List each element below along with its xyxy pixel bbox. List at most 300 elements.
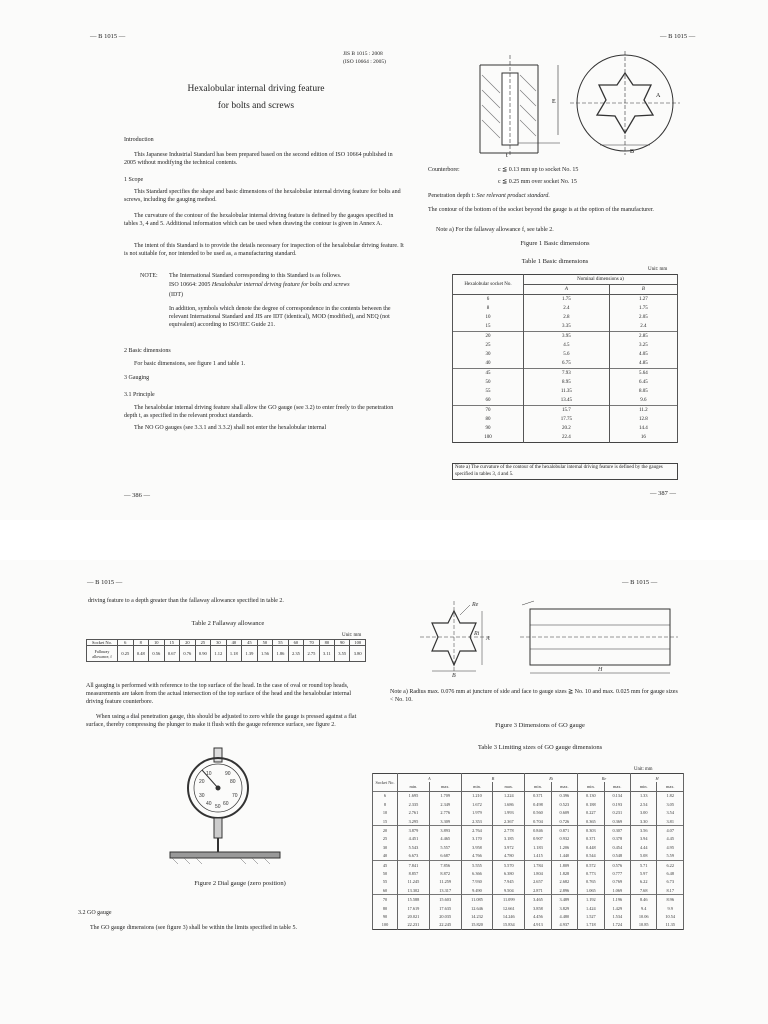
- table-cell: 6.22: [631, 878, 657, 886]
- table-cell: 8.17: [657, 886, 684, 895]
- table-cell: 7.68: [631, 886, 657, 895]
- table-3-unit: Unit: mm: [634, 767, 653, 772]
- table-1-header-nominal: Nominal dimensions a): [524, 275, 678, 285]
- table-cell: 2.764: [461, 826, 493, 835]
- table-cell: 30: [373, 843, 398, 851]
- table-cell: 4.937: [551, 921, 577, 930]
- table-cell: 1.224: [493, 791, 525, 800]
- table-cell: 0.193: [604, 800, 630, 808]
- table-cell: 0.932: [551, 835, 577, 843]
- table-cell: 8.872: [429, 869, 461, 877]
- table-subheader: max.: [604, 782, 630, 791]
- table-cell: 0.231: [604, 809, 630, 817]
- table-subheader: max.: [429, 782, 461, 791]
- table-cell: 11.35: [524, 387, 610, 396]
- table-cell: 2.682: [551, 878, 577, 886]
- table-row: [373, 843, 684, 851]
- table-cell: 0.777: [604, 869, 630, 877]
- table-cell: 4.07: [657, 826, 684, 835]
- table-cell: 100: [373, 921, 398, 930]
- table-cell: 1.192: [578, 895, 604, 904]
- table-1-unit: Unit: mm: [648, 267, 668, 272]
- table-cell: 6.380: [493, 869, 525, 877]
- table-cell: 0.396: [551, 791, 577, 800]
- table-cell: 0.871: [551, 826, 577, 835]
- table-cell: 1.82: [657, 791, 684, 800]
- dial-label: 10: [206, 771, 212, 777]
- table-cell: 22.231: [398, 921, 430, 930]
- note-text-3: (IDT): [169, 292, 183, 298]
- table-2-row-label: Socket No.: [87, 640, 118, 646]
- table-cell: 17.635: [429, 904, 461, 912]
- table-cell: 12.661: [493, 904, 525, 912]
- table-1-header-socket: Hexalobular socket No.: [453, 275, 524, 295]
- table-cell: 2.871: [525, 886, 551, 895]
- table-cell: 6.366: [461, 869, 493, 877]
- table-cell: 0.48: [133, 646, 149, 662]
- note-text-1: The International Standard corresponding to this Standard is as follows.: [169, 273, 342, 279]
- table-cell: 5.71: [631, 860, 657, 869]
- table-cell: 1.709: [429, 791, 461, 800]
- table-cell: 7.856: [429, 860, 461, 869]
- table-2-row-label: Fallaway allowance, f: [87, 646, 118, 662]
- table-cell: 15.588: [398, 895, 430, 904]
- left-page-header: — B 1015 —: [90, 33, 126, 40]
- table-cell: 1.672: [461, 800, 493, 808]
- table-cell: 2.75: [304, 646, 320, 662]
- table-cell: 90: [453, 424, 524, 433]
- table-cell: 3.879: [398, 826, 430, 835]
- table-cell: 3.170: [461, 835, 493, 843]
- table-cell: 3.30: [631, 817, 657, 826]
- gauging-paragraph-1: All gauging is performed with reference to the top surface of the head. In the case of oval or round top heads, measurements are taken from the actual intersection of the top surface of the head and the hexalobular internal driving feature counterbore.: [86, 683, 352, 705]
- page-number-right: — 387 —: [650, 490, 676, 497]
- table-cell: 4.456: [525, 912, 551, 920]
- table-row: [453, 304, 678, 313]
- table-cell: 4.480: [551, 912, 577, 920]
- table-cell: 45: [373, 860, 398, 869]
- table-row: [453, 378, 678, 387]
- table-row: [373, 860, 684, 869]
- basic-dimensions-heading: 2 Basic dimensions: [124, 348, 171, 354]
- table-cell: 1.206: [551, 843, 577, 851]
- scope-paragraph-3: The intent of this Standard is to provide the details necessary for inspection of the hexalobular driving feature. It is not suitable for, nor intended to be used as, a manufacturing standard.: [124, 243, 404, 257]
- dial-label: 90: [225, 771, 231, 777]
- table-cell: 7.930: [461, 878, 493, 886]
- table-row: [453, 433, 678, 443]
- table-cell: 0.609: [551, 809, 577, 817]
- table-cell: 0.548: [604, 852, 630, 861]
- table-cell: 3.489: [551, 895, 577, 904]
- table-cell: 7.841: [398, 860, 430, 869]
- table-cell: 22.245: [429, 921, 461, 930]
- table-cell: 100: [350, 640, 366, 646]
- table-cell: 3.858: [525, 904, 551, 912]
- table-cell: 5.543: [398, 843, 430, 851]
- figure-3-go-gauge: [400, 595, 680, 677]
- table-cell: 2.367: [493, 817, 525, 826]
- table-cell: 4.05: [609, 350, 677, 359]
- table-cell: 70: [304, 640, 320, 646]
- scope-paragraph-1: This Standard specifies the shape and basic dimensions of the hexalobular internal driving feature for bolts and screws, including the gauging method.: [124, 189, 401, 203]
- table-cell: 0.765: [578, 878, 604, 886]
- table-cell: 0.76: [180, 646, 196, 662]
- table-cell: 2.657: [525, 878, 551, 886]
- table-cell: 20.021: [398, 912, 430, 920]
- table-cell: 0.907: [525, 835, 551, 843]
- table-cell: 55: [273, 640, 289, 646]
- table-cell: 0.365: [578, 817, 604, 826]
- table-cell: 1.534: [604, 912, 630, 920]
- table-cell: 0.576: [604, 860, 630, 869]
- scope-heading: 1 Scope: [124, 177, 144, 183]
- table-cell: 15.834: [493, 921, 525, 930]
- table-cell: 10.85: [631, 921, 657, 930]
- table-cell: 5.570: [493, 860, 525, 869]
- table-cell: 30: [453, 350, 524, 359]
- note-text-4: In addition, symbols which denote the degree of correspondence in the contents between the relevant International Standard and JIS are IDT (identical), MOD (modified), and NEQ (not equivalent) according to ISO/IEC Guide 21.: [169, 306, 391, 328]
- table-cell: 13.302: [398, 886, 430, 895]
- right-page-header-2: — B 1015 —: [622, 579, 658, 586]
- table-cell: 2.896: [551, 886, 577, 895]
- table-cell: 1.718: [578, 921, 604, 930]
- table-cell: 0.371: [578, 835, 604, 843]
- table-1-note: Note a) The curvature of the contour of the hexalobular internal driving feature is defined by the gauges specified in tables 3, 4 and 5.: [452, 463, 678, 480]
- table-cell: 4.451: [398, 835, 430, 843]
- table-header-group: H: [631, 774, 684, 783]
- table-cell: 0.130: [578, 791, 604, 800]
- table-row: [453, 313, 678, 322]
- go-gauge-heading: 3.2 GO gauge: [78, 910, 112, 916]
- table-cell: 40: [226, 640, 242, 646]
- table-row: [453, 350, 678, 359]
- table-cell: 55: [453, 387, 524, 396]
- table-1-caption: Table 1 Basic dimensions: [521, 258, 589, 265]
- table-cell: 1.784: [525, 860, 551, 869]
- table-cell: 0.227: [578, 809, 604, 817]
- table-cell: 20: [453, 332, 524, 342]
- table-row: [373, 791, 684, 800]
- table-cell: 4.95: [657, 843, 684, 851]
- note-label: NOTE:: [140, 273, 158, 279]
- table-row: [373, 809, 684, 817]
- table-header-group: Re: [578, 774, 631, 783]
- table-cell: 1.75: [524, 295, 610, 305]
- table-cell: 60: [373, 886, 398, 895]
- table-cell: 0.448: [578, 843, 604, 851]
- gauging-paragraph-2: When using a dial penetration gauge, this should be adjusted to zero while the gauge is pressed against a flat surface, thereby compressing the plunger to make it flush with the gauge reference surface, see figure 2.: [86, 714, 357, 728]
- table-cell: 0.67: [164, 646, 180, 662]
- table-cell: 8.96: [657, 895, 684, 904]
- table-cell: 3.80: [350, 646, 366, 662]
- table-cell: 50: [373, 869, 398, 877]
- table-cell: 0.303: [578, 826, 604, 835]
- table-cell: 30: [211, 640, 227, 646]
- table-cell: 1.429: [604, 904, 630, 912]
- figure-1-label-b: B: [630, 149, 635, 155]
- principle-heading: 3.1 Principle: [124, 392, 155, 398]
- table-cell: 1.424: [578, 904, 604, 912]
- table-cell: 7.93: [524, 369, 610, 379]
- table-cell: 1.27: [609, 295, 677, 305]
- table-row: [453, 406, 678, 416]
- table-cell: 2.8: [524, 313, 610, 322]
- table-cell: 10: [149, 640, 165, 646]
- figure-3-label-a: A: [486, 636, 490, 642]
- table-cell: 11.099: [493, 895, 525, 904]
- table-cell: 1.56: [257, 646, 273, 662]
- table-cell: 8: [373, 800, 398, 808]
- table-subheader: max.: [657, 782, 684, 791]
- table-2-unit: Unit: mm: [342, 633, 362, 638]
- table-cell: 80: [453, 415, 524, 424]
- table-cell: 17.75: [524, 415, 610, 424]
- table-row: [453, 295, 678, 305]
- table-cell: 3.829: [551, 904, 577, 912]
- table-cell: 1.065: [578, 886, 604, 895]
- fallaway-note: Note a) For the fallaway allowance f, see table 2.: [436, 227, 554, 233]
- table-cell: 16: [609, 433, 677, 443]
- table-2-caption: Table 2 Fallaway allowance: [191, 620, 265, 627]
- dial-label: 30: [199, 793, 205, 799]
- figure-1-drawing: [470, 45, 690, 160]
- table-cell: 15.7: [524, 406, 610, 416]
- table-cell: 45: [453, 369, 524, 379]
- table-cell: 1.979: [461, 809, 493, 817]
- table-row: [453, 369, 678, 379]
- table-cell: 8.95: [524, 378, 610, 387]
- table-cell: 15.603: [429, 895, 461, 904]
- table-cell: 0.769: [604, 878, 630, 886]
- spread-gap: [0, 520, 768, 560]
- table-cell: 6: [118, 640, 134, 646]
- table-row: [373, 835, 684, 843]
- dial-label: 60: [223, 801, 229, 807]
- table-cell: 20: [373, 826, 398, 835]
- table-subheader: max.: [551, 782, 577, 791]
- table-3-caption: Table 3 Limiting sizes of GO gauge dimensions: [477, 744, 603, 751]
- table-subheader: min.: [578, 782, 604, 791]
- table-cell: 1.210: [461, 791, 493, 800]
- table-cell: 6.687: [429, 852, 461, 861]
- table-cell: 20.035: [429, 912, 461, 920]
- table-cell: 9.6: [609, 396, 677, 406]
- table-cell: 3.25: [609, 341, 677, 350]
- dial-label: 50: [215, 804, 221, 810]
- figure-1-caption: Figure 1 Basic dimensions: [520, 240, 590, 247]
- table-cell: 3.56: [631, 826, 657, 835]
- table-2-row-fallaway: [87, 646, 366, 662]
- table-cell: 25: [195, 640, 211, 646]
- table-cell: 6.48: [657, 869, 684, 877]
- table-row: [373, 895, 684, 904]
- table-cell: 11.085: [461, 895, 493, 904]
- table-cell: 0.188: [578, 800, 604, 808]
- table-cell: 6.45: [609, 378, 677, 387]
- table-cell: 6.73: [657, 878, 684, 886]
- table-row: [453, 415, 678, 424]
- go-gauge-text: The GO gauge dimensions (see figure 3) shall be within the limits specified in table 5.: [90, 925, 297, 931]
- figure-3-label-re: Re: [472, 602, 479, 608]
- table-cell: 7.945: [493, 878, 525, 886]
- table-cell: 8: [453, 304, 524, 313]
- table-cell: 11.2: [609, 406, 677, 416]
- table-cell: 2.349: [429, 800, 461, 808]
- table-cell: 2.4: [609, 322, 677, 332]
- table-cell: 1.183: [525, 843, 551, 851]
- table-cell: 2.778: [493, 826, 525, 835]
- table-cell: 13.45: [524, 396, 610, 406]
- page-number-left: — 386 —: [124, 492, 150, 499]
- table-row: [453, 424, 678, 433]
- table-cell: 3.295: [398, 817, 430, 826]
- table-row: [453, 332, 678, 342]
- table-cell: 9.9: [657, 904, 684, 912]
- table-header-row: [373, 774, 684, 783]
- table-subheader: min.: [525, 782, 551, 791]
- table-row: [453, 341, 678, 350]
- table-cell: 2.761: [398, 809, 430, 817]
- table-cell: 4.85: [609, 359, 677, 369]
- table-cell: 0.134: [604, 791, 630, 800]
- table-cell: 0.371: [525, 791, 551, 800]
- penetration-depth-label: Penetration depth t: See relevant product standard.: [428, 193, 550, 199]
- table-cell: 4.766: [461, 852, 493, 861]
- principle-paragraph-1: The hexalobular internal driving feature shall allow the GO gauge (see 3.2) to enter freely to the penetration depth t, as specified in the relevant product standards.: [124, 405, 394, 419]
- table-cell: 5.97: [631, 869, 657, 877]
- table-cell: 2.05: [609, 313, 677, 322]
- figure-3-label-b: B: [452, 673, 456, 679]
- table-cell: 0.307: [604, 826, 630, 835]
- contour-text: The contour of the bottom of the socket beyond the gauge is at the option of the manufacturer.: [428, 207, 654, 213]
- table-cell: 5.59: [657, 852, 684, 861]
- table-cell: 22.4: [524, 433, 610, 443]
- table-cell: 6.673: [398, 852, 430, 861]
- table-cell: 90: [373, 912, 398, 920]
- counterbore-line-1: c ≦ 0.13 mm up to socket No. 15: [498, 167, 579, 173]
- table-cell: 6.22: [657, 860, 684, 869]
- table-cell: 6: [453, 295, 524, 305]
- table-cell: 3.54: [657, 809, 684, 817]
- table-cell: 1.809: [551, 860, 577, 869]
- table-row: [453, 387, 678, 396]
- table-cell: 8: [133, 640, 149, 646]
- table-cell: 15: [373, 817, 398, 826]
- table-cell: 2.35: [288, 646, 304, 662]
- dial-label: 70: [232, 793, 238, 799]
- table-cell: 1.993: [493, 809, 525, 817]
- table-cell: 4.780: [493, 852, 525, 861]
- table-row: [373, 912, 684, 920]
- table-cell: 15: [453, 322, 524, 332]
- table-cell: 3.05: [657, 800, 684, 808]
- table-cell: 1.828: [551, 869, 577, 877]
- table-cell: 40: [453, 359, 524, 369]
- table-cell: 3.309: [429, 817, 461, 826]
- table-cell: 25: [373, 835, 398, 843]
- gauging-heading: 3 Gauging: [124, 375, 150, 381]
- note-text-2: ISO 10664: 2005 Hexalobular internal driving feature for bolts and screws: [169, 282, 350, 288]
- table-cell: 1.069: [604, 886, 630, 895]
- table-row: [373, 921, 684, 930]
- table-cell: 17.619: [398, 904, 430, 912]
- table-cell: 0.90: [195, 646, 211, 662]
- table-cell: 5.555: [461, 860, 493, 869]
- table-cell: 0.498: [525, 800, 551, 808]
- table-row: [453, 322, 678, 332]
- table-header-group: A: [398, 774, 462, 783]
- table-cell: 0.369: [604, 817, 630, 826]
- table-subheader: max.: [493, 782, 525, 791]
- table-cell: 8.857: [398, 869, 430, 877]
- table-cell: 8.46: [631, 895, 657, 904]
- table-cell: 12.8: [609, 415, 677, 424]
- table-row: [373, 904, 684, 912]
- table-cell: 0.454: [604, 843, 630, 851]
- table-cell: 4.465: [429, 835, 461, 843]
- table-cell: 1.86: [273, 646, 289, 662]
- table-cell: 1.12: [211, 646, 227, 662]
- table-cell: 45: [242, 640, 258, 646]
- table-cell: 1.440: [551, 852, 577, 861]
- table-cell: 1.196: [604, 895, 630, 904]
- principle-paragraph-2: The NO GO gauges (see 3.3.1 and 3.3.2) shall not enter the hexalobular internal: [134, 425, 327, 431]
- table-row: [373, 852, 684, 861]
- continuation-text: driving feature to a depth greater than the fallaway allowance specified in table 2.: [88, 598, 284, 604]
- table-row: [453, 396, 678, 406]
- table-cell: 80: [319, 640, 334, 646]
- table-cell: 0.56: [149, 646, 165, 662]
- table-cell: 0.544: [578, 852, 604, 861]
- table-cell: 13.317: [429, 886, 461, 895]
- table-cell: 100: [453, 433, 524, 443]
- table-cell: 0.726: [551, 817, 577, 826]
- table-cell: 3.893: [429, 826, 461, 835]
- dial-label: 80: [230, 779, 236, 785]
- table-header-group: B: [461, 774, 525, 783]
- table-cell: 10: [453, 313, 524, 322]
- table-cell: 3.81: [657, 817, 684, 826]
- table-cell: 14.246: [493, 912, 525, 920]
- table-cell: 5.64: [609, 369, 677, 379]
- iso-reference: (ISO 10664 : 2005): [343, 59, 386, 65]
- table-cell: 0.25: [118, 646, 134, 662]
- table-cell: 2.85: [609, 332, 677, 342]
- table-cell: 1.39: [242, 646, 258, 662]
- table-cell: 2.335: [398, 800, 430, 808]
- table-cell: 11.259: [429, 878, 461, 886]
- table-cell: 60: [288, 640, 304, 646]
- table-subheader: min.: [631, 782, 657, 791]
- table-cell: 20: [180, 640, 196, 646]
- table-cell: 3.35: [524, 322, 610, 332]
- table-cell: 90: [334, 640, 350, 646]
- table-cell: 3.465: [525, 895, 551, 904]
- table-cell: 3.185: [493, 835, 525, 843]
- table-cell: 4.45: [657, 835, 684, 843]
- table-cell: 3.94: [631, 835, 657, 843]
- page-title-line1: Hexalobular internal driving feature: [187, 84, 325, 94]
- intro-heading: Introduction: [124, 137, 154, 143]
- table-cell: 1.804: [525, 869, 551, 877]
- table-2: [86, 639, 366, 662]
- table-cell: 1.724: [604, 921, 630, 930]
- table-row: [373, 817, 684, 826]
- table-cell: 11.35: [657, 921, 684, 930]
- table-cell: 3.972: [493, 843, 525, 851]
- table-1-body: [453, 295, 678, 443]
- table-cell: 2.54: [631, 800, 657, 808]
